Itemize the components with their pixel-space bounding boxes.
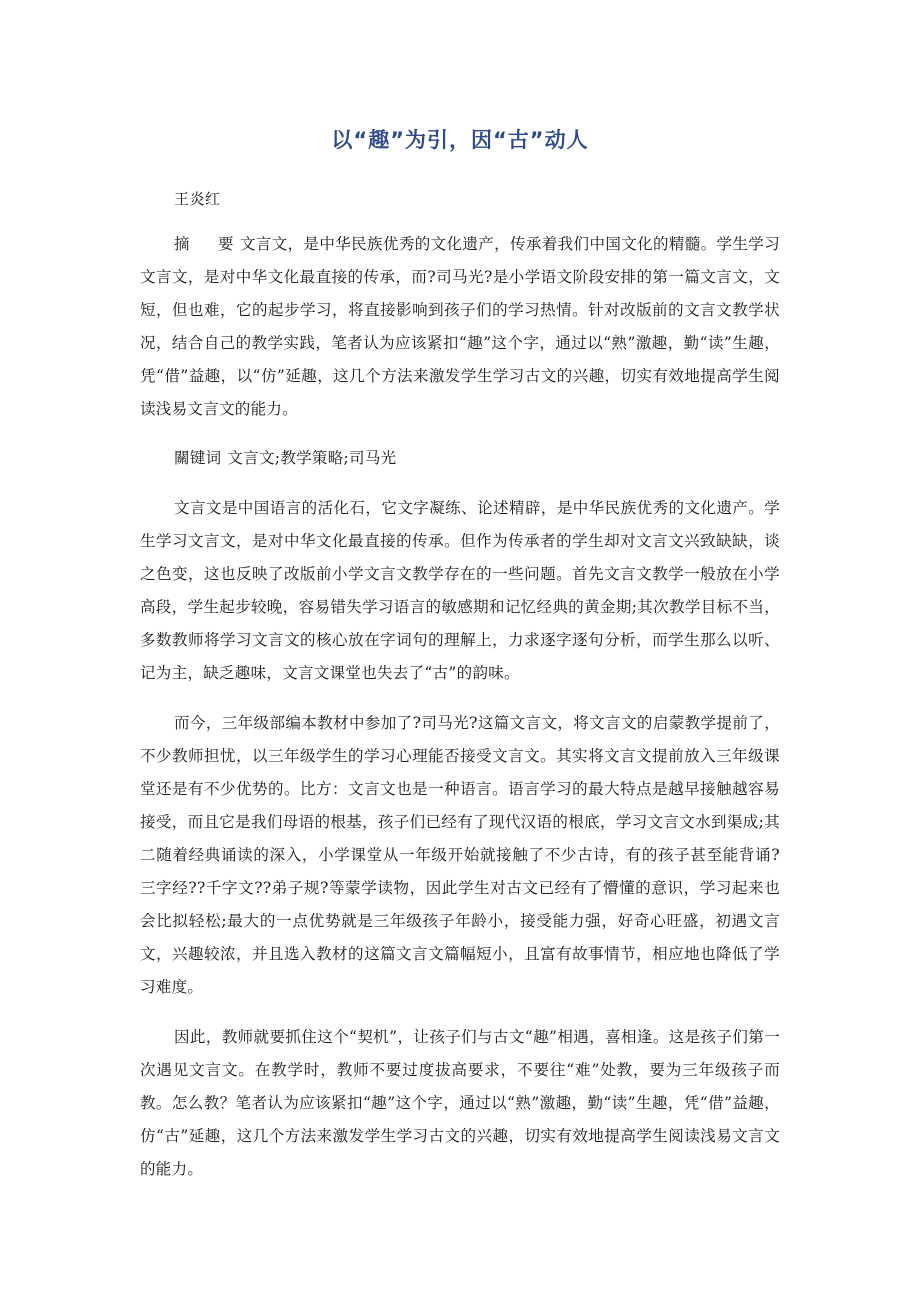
keywords-section bbox=[140, 442, 780, 475]
keywords-text: 文言文;教学策略;司马光 bbox=[227, 449, 397, 467]
keywords-label: 關键词 bbox=[174, 449, 222, 467]
paragraph-text: 因此，教师就要抓住这个“契机”，让孩子们与古文“趣”相遇，喜相逢。这是孩子们第一次遇见文言文。在教学时，教师不要过度拔高要求，不要往“难”处教，要为三年级孩子而教。怎么教？笔者认为应该紧扣“趣”这个字，通过以“熟”激趣，勤“读”生趣，凭“借”益趣，仿“古”延趣，这几个方法来激发学生学习古文的兴趣，切实有效地提高学生阅读浅易文言文的能力。 bbox=[140, 1028, 780, 1178]
abstract-text: 文言文，是中华民族优秀的文化遗产，传承着我们中国文化的精髓。学生学习文言文，是对中华文化最直接的传承，而?司马光?是小学语文阶段安排的第一篇文言文，文短，但也难，它的起步学习，将直接影响到孩子们的学习热情。针对改版前的文言文教学状况，结合自己的教学实践，笔者认为应该紧扣“趣”这个字，通过以“熟”激趣，勤“读”生趣，凭“借”益趣，以“仿”延趣，这几个方法来激发学生学习古文的兴趣，切实有效地提高学生阅读浅易文言文的能力。 bbox=[140, 235, 780, 418]
paragraph-text: 而今，三年级部编本教材中参加了?司马光?这篇文言文，将文言文的启蒙教学提前了，不少教师担忧，以三年级学生的学习心理能否接受文言文。其实将文言文提前放入三年级课堂还是有不少优势的。比方：文言文也是一种语言。语言学习的最大特点是越早接触越容易接受，而且它是我们母语的根基，孩子们已经有了现代汉语的根底，学习文言文水到渠成;其二随着经典诵读的深入，小学课堂从一年级开始就接触了不少古诗，有的孩子甚至能背诵?三字经??千字文??弟子规?等蒙学读物，因此学生对古文已经有了懵懂的意识，学习起来也会比拟轻松;最大的一点优势就是三年级孩子年龄小，接受能力强，好奇心旺盛，初遇文言文，兴趣较浓，并且选入教材的这篇文言文篇幅短小，且富有故事情节，相应地也降低了学习难度。 bbox=[140, 714, 780, 996]
abstract-label-part2: 要 bbox=[217, 235, 234, 253]
article-title: 以“趣”为引，因“古”动人 bbox=[331, 128, 589, 152]
abstract-section bbox=[140, 228, 780, 426]
body-paragraph-2 bbox=[140, 707, 780, 1004]
keywords-line bbox=[140, 442, 780, 475]
body-paragraph-1 bbox=[140, 492, 780, 690]
abstract-label-part1: 摘 bbox=[174, 235, 190, 253]
paragraph-text: 文言文是中国语言的活化石，它文字凝练、论述精辟，是中华民族优秀的文化遗产。学生学习文言文，是对中华文化最直接的传承。但作为传承者的学生却对文言文兴致缺缺，谈之色变，这也反映了改版前小学文言文教学存在的一些问题。首先文言文教学一般放在小学高段，学生起步较晚，容易错失学习语言的敏感期和记忆经典的黄金期;其次教学目标不当，多数教师将学习文言文的核心放在字词句的理解上，力求逐字逐句分析，而学生那么以听、记为主，缺乏趣味，文言文课堂也失去了“古”的韵味。 bbox=[140, 499, 780, 682]
author-name: 王炎红 bbox=[174, 190, 221, 208]
body-paragraph-3 bbox=[140, 1021, 780, 1186]
abstract-paragraph bbox=[140, 228, 780, 426]
